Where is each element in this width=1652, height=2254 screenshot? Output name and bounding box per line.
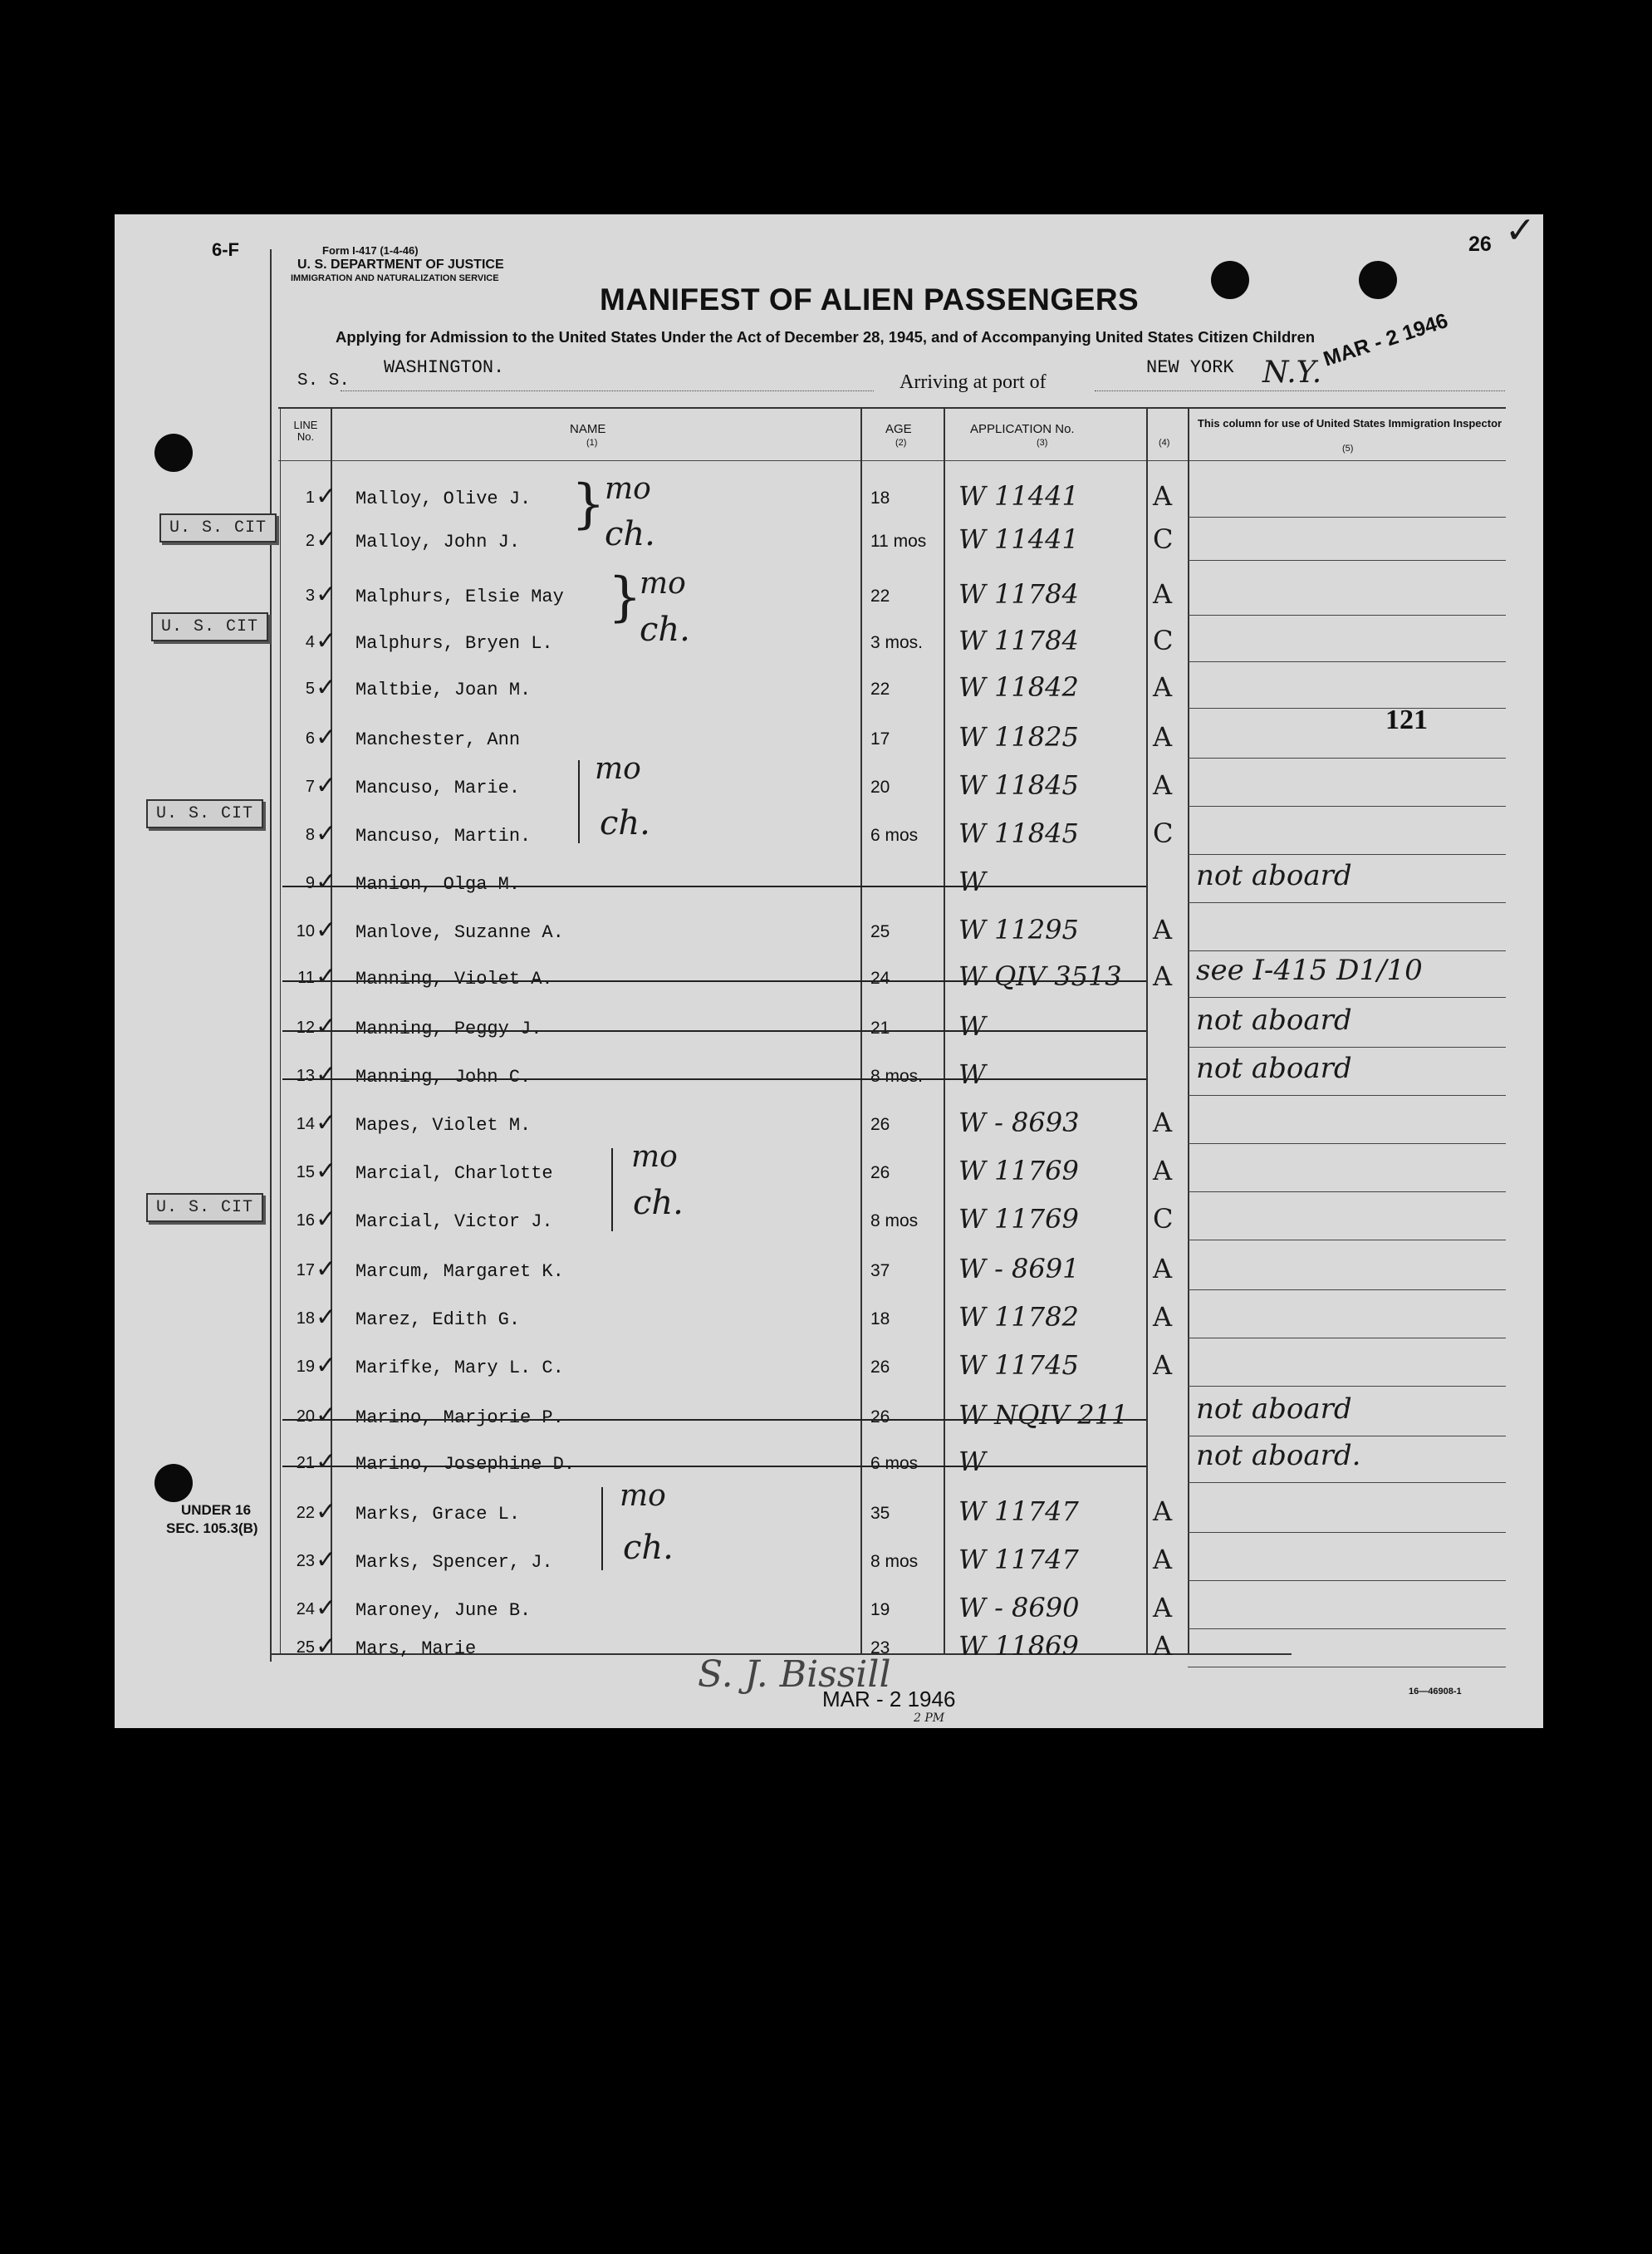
row-age: 24 [870, 969, 890, 988]
row-line-number: 17 [296, 1261, 315, 1279]
row-age: 18 [870, 1309, 890, 1328]
row-inspector-note: not aboard [1196, 1052, 1352, 1085]
form-number: Form I-417 (1-4-46) [322, 244, 419, 257]
row-name: Manlove, Suzanne A. [355, 922, 564, 943]
row-application: W 11845 [958, 818, 1079, 849]
bracket-mo: mo [640, 567, 686, 601]
bracket-ch: ch. [633, 1184, 684, 1222]
row-age: 26 [870, 1163, 890, 1182]
check-mark-icon: ✓ [316, 1545, 337, 1574]
col-header-line: LINE No. [293, 419, 318, 443]
col-header-4: (4) [1159, 438, 1170, 448]
row-strikethrough [282, 1030, 1146, 1032]
row-application: W 11769 [958, 1203, 1079, 1235]
col-header-name-num: (1) [586, 438, 598, 448]
check-mark-icon: ✓ [316, 1401, 337, 1430]
row-code: A [1153, 671, 1173, 703]
check-mark-icon: ✓ [316, 1351, 337, 1380]
bracket-ch: ch. [640, 611, 690, 649]
row-line-number: 11 [297, 969, 315, 987]
bracket-icon: } [571, 474, 605, 535]
row-application: W 11295 [958, 914, 1079, 945]
row-line-number: 8 [305, 826, 315, 844]
row-name: Marino, Josephine D. [355, 1454, 576, 1475]
row-application: W - 8693 [958, 1107, 1080, 1138]
check-mark-icon: ✓ [316, 1255, 337, 1284]
row-inspector-note: not aboard. [1196, 1439, 1361, 1472]
punch-hole [154, 1464, 193, 1502]
row-age: 8 mos [870, 1552, 919, 1571]
row-age: 23 [870, 1638, 890, 1657]
row-code: A [1153, 960, 1173, 992]
check-mark-icon: ✓ [316, 626, 337, 656]
arriving-label: Arriving at port of [900, 371, 1047, 393]
col-header-inspector-num: (5) [1342, 444, 1354, 454]
row-line-number: 12 [296, 1019, 315, 1037]
row-application: W 11747 [958, 1495, 1079, 1527]
page-number: 26 [1468, 233, 1492, 256]
row-code: A [1153, 578, 1173, 610]
row-code: A [1153, 721, 1173, 753]
port-name: NEW YORK [1146, 357, 1234, 378]
row-application: W 11747 [958, 1544, 1079, 1575]
row-application: W [958, 1058, 986, 1090]
check-mark-icon: ✓ [316, 1108, 337, 1137]
bracket-ch: ch. [623, 1529, 674, 1567]
row-strikethrough [282, 980, 1146, 982]
row-age: 25 [870, 922, 890, 941]
check-mark-icon: ✓ [316, 723, 337, 752]
row-name: Malloy, John J. [355, 532, 521, 552]
row-application: W [958, 866, 986, 897]
bracket-icon: } [608, 567, 642, 628]
row-age: 26 [870, 1358, 890, 1377]
row-name: Manning, Violet A. [355, 969, 553, 990]
row-line-number: 22 [296, 1504, 315, 1522]
row-strikethrough [282, 1078, 1146, 1080]
col-header-age-num: (2) [895, 438, 907, 448]
ss-label: S. S. [297, 371, 350, 390]
col-header-age: AGE [885, 422, 912, 436]
row-code: C [1153, 1203, 1174, 1235]
row-age: 11 mos [870, 532, 927, 551]
check-mark-icon: ✓ [316, 962, 337, 991]
us-citizen-stamp: U. S. CIT [146, 1193, 263, 1222]
check-mark-icon: ✓ [316, 525, 337, 554]
bracket-ch: ch. [605, 515, 655, 553]
row-line-number: 18 [296, 1309, 315, 1328]
row-code: A [1153, 480, 1173, 512]
row-age: 8 mos [870, 1211, 919, 1230]
us-citizen-stamp: U. S. CIT [159, 513, 277, 543]
check-mark-icon: ✓ [1505, 209, 1536, 252]
us-citizen-stamp: U. S. CIT [146, 799, 263, 828]
signature-date: MAR - 2 1946 [822, 1687, 956, 1711]
form-subtitle: Applying for Admission to the United States Under the Act of December 28, 1945, and of Accompanying United States Citizen Children [336, 328, 1316, 346]
bracket-mo: mo [595, 752, 641, 786]
row-line-number: 21 [296, 1454, 315, 1472]
row-code: A [1153, 1349, 1173, 1381]
section-note: SEC. 105.3(B) [166, 1520, 258, 1536]
col-header-inspector: This column for use of United States Immigration Inspector [1197, 417, 1502, 430]
row-name: Manning, Peggy J. [355, 1019, 542, 1039]
row-inspector-note: not aboard [1196, 859, 1352, 892]
row-code: A [1153, 914, 1173, 945]
row-application: W 11784 [958, 578, 1079, 610]
row-name: Marino, Marjorie P. [355, 1407, 564, 1428]
check-mark-icon: ✓ [316, 1205, 337, 1234]
row-code: A [1153, 1495, 1173, 1527]
under-16-note: UNDER 16 [181, 1502, 252, 1518]
bracket-mo: mo [631, 1140, 678, 1174]
row-inspector-note: not aboard [1196, 1004, 1352, 1037]
ship-name: WASHINGTON. [384, 357, 505, 378]
row-application: W 11825 [958, 721, 1079, 753]
row-name: Mancuso, Marie. [355, 778, 521, 798]
row-strikethrough [282, 1419, 1146, 1421]
row-application: W 11441 [958, 523, 1079, 555]
row-line-number: 15 [296, 1163, 315, 1181]
row-age: 6 mos [870, 1454, 919, 1473]
check-mark-icon: ✓ [316, 1060, 337, 1089]
row-name: Marks, Grace L. [355, 1504, 521, 1525]
us-citizen-stamp: U. S. CIT [151, 612, 268, 641]
row-name: Marcial, Victor J. [355, 1211, 553, 1232]
row-age: 21 [870, 1019, 890, 1038]
row-name: Maltbie, Joan M. [355, 680, 532, 700]
row-line-number: 4 [305, 633, 315, 651]
row-age: 26 [870, 1115, 890, 1134]
row-code: A [1153, 1301, 1173, 1333]
punch-hole [154, 434, 193, 472]
row-line-number: 14 [296, 1115, 315, 1133]
col-header-name: NAME [570, 422, 606, 436]
check-mark-icon: ✓ [316, 1632, 337, 1661]
row-name: Marez, Edith G. [355, 1309, 521, 1330]
row-application: W [958, 1010, 986, 1042]
punch-hole [1359, 261, 1397, 299]
row-age: 37 [870, 1261, 890, 1280]
service: IMMIGRATION AND NATURALIZATION SERVICE [291, 273, 499, 283]
row-line-number: 6 [305, 729, 315, 748]
row-line-number: 3 [305, 587, 315, 605]
row-code: C [1153, 625, 1174, 656]
row-application: W 11745 [958, 1349, 1079, 1381]
bracket-ch: ch. [600, 804, 650, 842]
check-mark-icon: ✓ [316, 1497, 337, 1526]
row-code: A [1153, 1253, 1173, 1284]
row-inspector-note: see I-415 D1/10 [1196, 954, 1423, 987]
check-mark-icon: ✓ [316, 771, 337, 800]
form-code: 16—46908-1 [1409, 1687, 1462, 1697]
row-name: Maroney, June B. [355, 1600, 532, 1621]
col-header-application-num: (3) [1037, 438, 1048, 448]
row-application: W NQIV 211 [958, 1399, 1129, 1431]
row-age: 26 [870, 1407, 890, 1427]
row-age: 17 [870, 729, 890, 749]
bracket-mo: mo [605, 472, 651, 506]
corner-code: 6-F [212, 239, 239, 260]
row-name: Manchester, Ann [355, 729, 521, 750]
row-age: 20 [870, 778, 890, 797]
check-mark-icon: ✓ [316, 1594, 337, 1623]
check-mark-icon: ✓ [316, 867, 337, 896]
row-name: Malphurs, Bryen L. [355, 633, 553, 654]
check-mark-icon: ✓ [316, 1012, 337, 1041]
row-line-number: 13 [296, 1067, 315, 1085]
row-application: W - 8690 [958, 1592, 1080, 1623]
row-line-number: 2 [305, 532, 315, 550]
check-mark-icon: ✓ [316, 580, 337, 609]
row-code: C [1153, 818, 1174, 849]
check-mark-icon: ✓ [316, 916, 337, 945]
row-code: C [1153, 523, 1174, 555]
row-application: W [958, 1446, 986, 1477]
row-code: A [1153, 769, 1173, 801]
row-line-number: 19 [296, 1358, 315, 1376]
count-note: 121 [1385, 705, 1428, 735]
row-name: Marifke, Mary L. C. [355, 1358, 564, 1378]
check-mark-icon: ✓ [316, 482, 337, 511]
row-age: 22 [870, 680, 890, 699]
row-line-number: 9 [305, 874, 315, 892]
row-inspector-note: not aboard [1196, 1392, 1352, 1426]
row-age: 18 [870, 489, 890, 508]
row-application: W 11842 [958, 671, 1079, 703]
row-name: Marcum, Margaret K. [355, 1261, 564, 1282]
row-line-number: 25 [296, 1638, 315, 1657]
row-application: W 11782 [958, 1301, 1079, 1333]
row-age: 6 mos [870, 826, 919, 845]
row-line-number: 20 [296, 1407, 315, 1426]
row-name: Marks, Spencer, J. [355, 1552, 553, 1573]
check-mark-icon: ✓ [316, 1303, 337, 1332]
row-application: W 11441 [958, 480, 1079, 512]
row-application: W 11869 [958, 1630, 1079, 1662]
row-name: Manion, Olga M. [355, 874, 521, 895]
row-name: Marcial, Charlotte [355, 1163, 553, 1184]
row-application: W 11784 [958, 625, 1079, 656]
row-age: 22 [870, 587, 890, 606]
check-mark-icon: ✓ [316, 819, 337, 848]
inspector-signature: S. J. Bissill [698, 1653, 891, 1696]
row-name: Mancuso, Martin. [355, 826, 532, 847]
date-stamp: MAR - 2 1946 [1321, 308, 1451, 371]
row-name: Mapes, Violet M. [355, 1115, 532, 1136]
row-age: 8 mos. [870, 1067, 924, 1086]
row-application: W QIV 3513 [958, 960, 1122, 992]
check-mark-icon: ✓ [316, 673, 337, 702]
check-mark-icon: ✓ [316, 1447, 337, 1476]
port-handwritten: N.Y. [1262, 356, 1322, 390]
punch-hole [1211, 261, 1249, 299]
row-age: 19 [870, 1600, 890, 1619]
row-application: W 11769 [958, 1155, 1079, 1186]
row-name: Malloy, Olive J. [355, 489, 532, 509]
row-name: Malphurs, Elsie May [355, 587, 564, 607]
col-header-application: APPLICATION No. [970, 422, 1075, 436]
row-application: W 11845 [958, 769, 1079, 801]
row-strikethrough [282, 886, 1146, 887]
row-line-number: 23 [296, 1552, 315, 1570]
row-code: A [1153, 1592, 1173, 1623]
row-age: 3 mos. [870, 633, 924, 652]
row-name: Mars, Marie [355, 1638, 477, 1659]
row-line-number: 7 [305, 778, 315, 796]
row-application: W - 8691 [958, 1253, 1080, 1284]
row-line-number: 24 [296, 1600, 315, 1618]
row-strikethrough [282, 1466, 1146, 1467]
row-code: A [1153, 1107, 1173, 1138]
row-line-number: 5 [305, 680, 315, 698]
form-title: MANIFEST OF ALIEN PASSENGERS [600, 282, 1140, 317]
signature-time: 2 PM [914, 1711, 945, 1725]
row-code: A [1153, 1544, 1173, 1575]
department: U. S. DEPARTMENT OF JUSTICE [297, 258, 504, 272]
row-age: 35 [870, 1504, 890, 1523]
row-line-number: 10 [296, 922, 315, 940]
row-line-number: 1 [305, 489, 315, 507]
check-mark-icon: ✓ [316, 1156, 337, 1186]
row-code: A [1153, 1630, 1173, 1662]
row-line-number: 16 [296, 1211, 315, 1230]
bracket-mo: mo [620, 1479, 666, 1513]
row-name: Manning, John C. [355, 1067, 532, 1088]
row-code: A [1153, 1155, 1173, 1186]
